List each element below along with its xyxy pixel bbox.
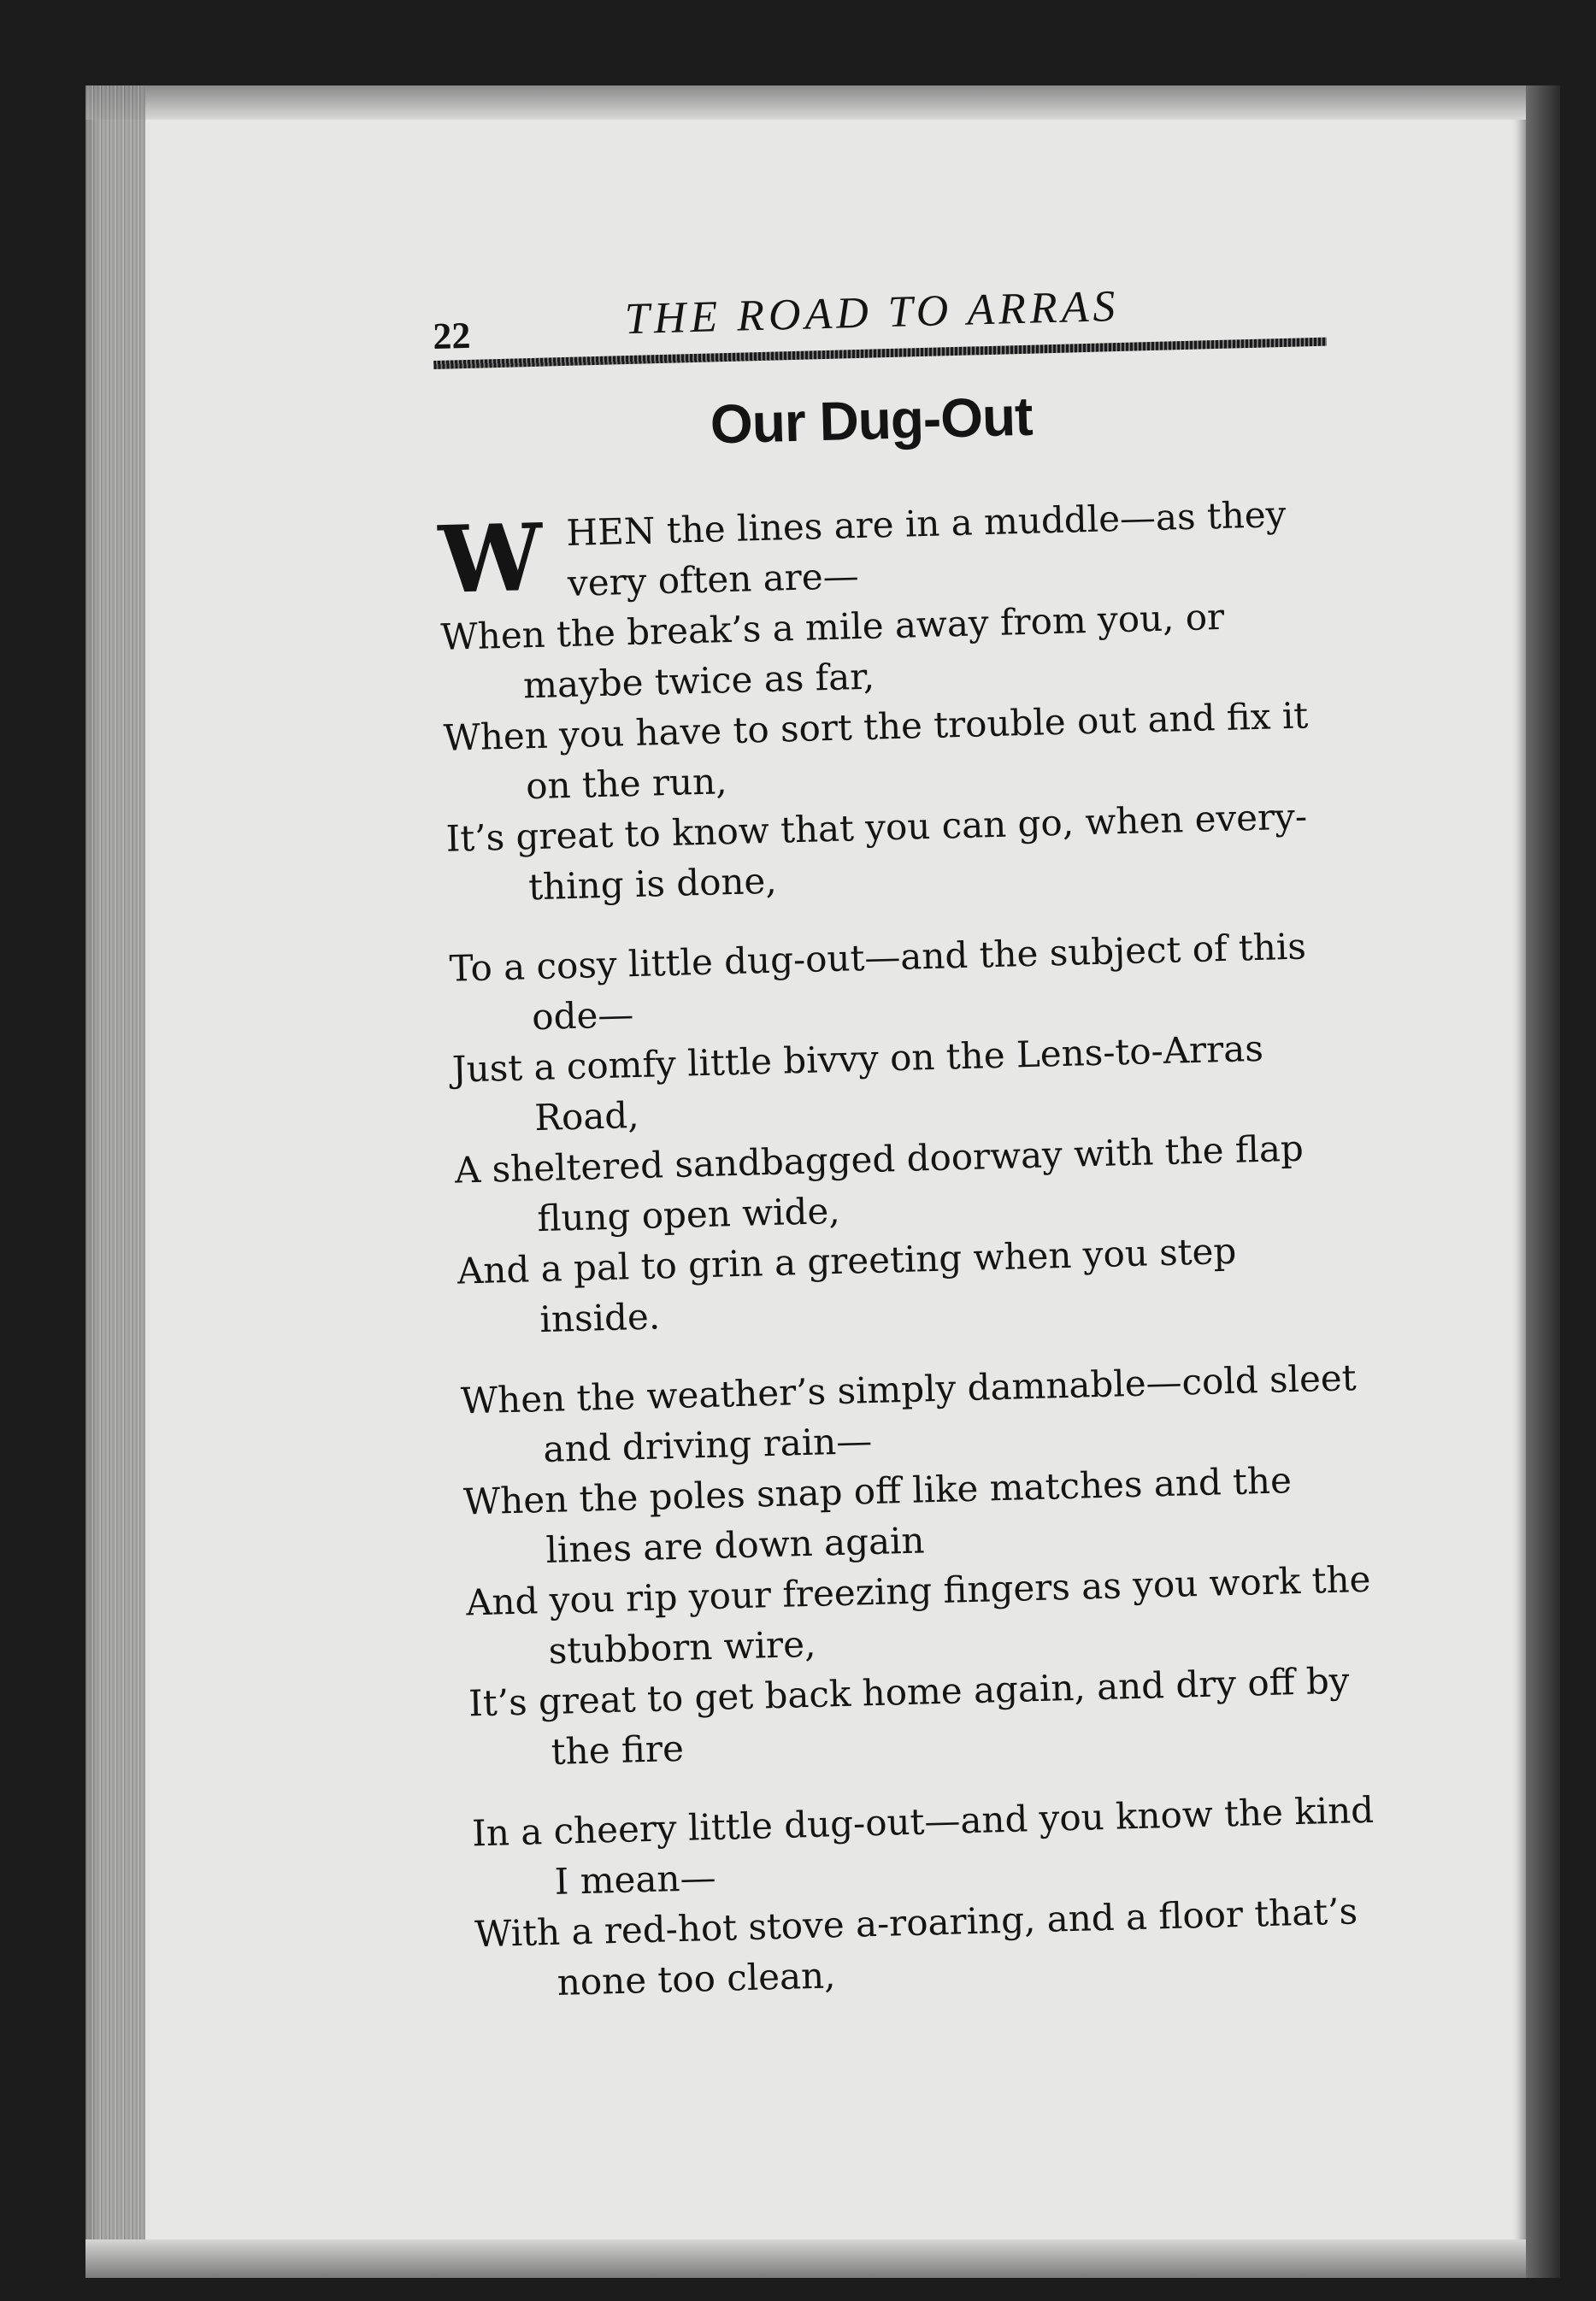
poem-body bbox=[438, 487, 1383, 2010]
poem-line: When the poles snap off like matches and the lines are down again bbox=[462, 1459, 1293, 1571]
page-number: 22 bbox=[432, 314, 472, 357]
header-rule bbox=[433, 338, 1327, 369]
stanza-3 bbox=[460, 1352, 1376, 1780]
poem-line: A sheltered sandbagged doorway with the flap flung open wide, bbox=[454, 1127, 1304, 1240]
poem-line: Just a comfy little bivvy on the Lens-to-Arras Road, bbox=[451, 1027, 1264, 1139]
page-edge-right bbox=[1526, 85, 1560, 2278]
poem-line: To a cosy little dug-out—and the subject of this ode— bbox=[449, 925, 1307, 1039]
page-edge-bottom bbox=[85, 2239, 1526, 2278]
poem-line-text: HEN the lines are in a muddle—as they very often are— bbox=[565, 492, 1287, 604]
page-edge-left bbox=[85, 85, 145, 2278]
page-content bbox=[432, 267, 1383, 2039]
poem-line: With a red-hot stove a-roaring, and a floor that’s none too clean, bbox=[474, 1890, 1358, 2004]
stanza-2 bbox=[449, 920, 1365, 1347]
poem-line: It’s great to get back home again, and dry off by the fire bbox=[468, 1659, 1351, 1773]
poem-line: And a pal to grin a greeting when you step inside. bbox=[456, 1229, 1237, 1341]
book-title: THE ROAD TO ARRAS bbox=[624, 281, 1121, 344]
poem-title: Our Dug-Out bbox=[710, 385, 1034, 456]
poem-line: When the weather’s simply damnable—cold sleet and driving rain— bbox=[460, 1356, 1357, 1471]
stanza-1 bbox=[438, 487, 1354, 915]
poem-line: It’s great to know that you can go, when every-thing is done, bbox=[445, 795, 1308, 909]
poem-line: In a cheery little dug-out—and you know the kind I mean— bbox=[471, 1788, 1375, 1903]
drop-cap: W bbox=[437, 503, 545, 615]
poem-line: When you have to sort the trouble out and fix it on the run, bbox=[443, 694, 1309, 808]
poem-line: When the break’s a mile away from you, or maybe twice as far, bbox=[439, 595, 1225, 707]
poem-line: And you rip your freezing fingers as you work the stubborn wire, bbox=[465, 1557, 1371, 1672]
page-edge-top bbox=[85, 85, 1526, 120]
stanza-4 bbox=[471, 1785, 1382, 2010]
